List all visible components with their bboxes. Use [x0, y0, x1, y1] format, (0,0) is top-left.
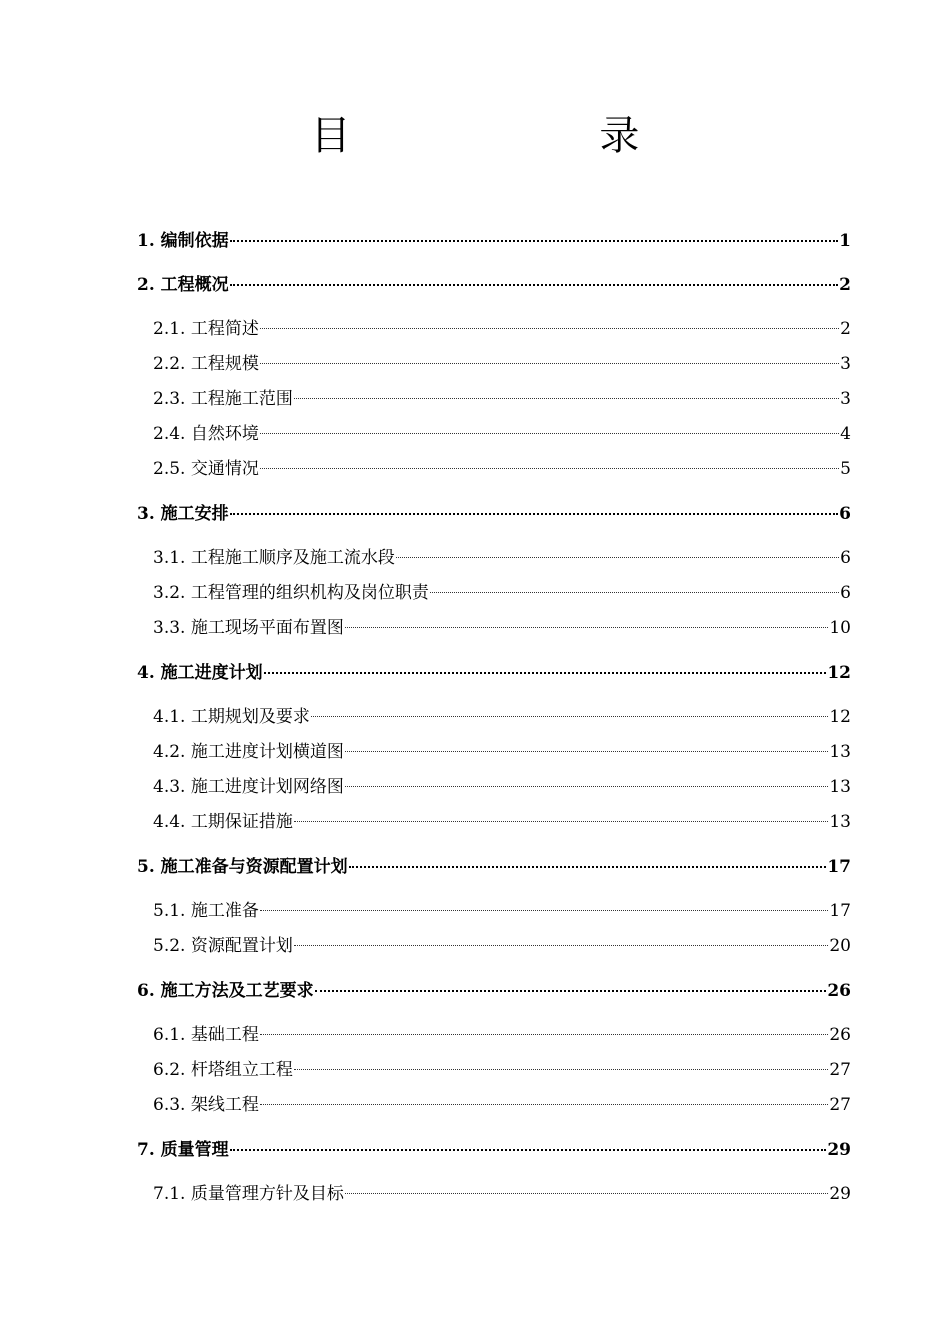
toc-entry-chapter[interactable] — [137, 979, 851, 1003]
toc-dot-leader — [260, 431, 839, 434]
toc-dot-leader — [260, 1032, 829, 1035]
toc-entry-label: 5.2. 资源配置计划 — [153, 936, 293, 956]
toc-dot-leader — [349, 864, 827, 868]
toc-entry-page-number: 17 — [827, 857, 851, 877]
toc-entry-section[interactable] — [153, 387, 851, 411]
toc-entry-label: 4.2. 施工进度计划横道图 — [153, 742, 344, 762]
toc-dot-leader — [230, 1147, 827, 1151]
toc-entry-section[interactable] — [153, 1182, 851, 1206]
toc-entry-page-number: 29 — [829, 1184, 851, 1204]
toc-entry-page-number: 4 — [840, 424, 851, 444]
toc-dot-leader — [315, 988, 827, 992]
toc-entry-page-number: 29 — [827, 1140, 851, 1160]
toc-entry-page-number: 26 — [827, 981, 851, 1001]
toc-entry-chapter[interactable] — [137, 273, 851, 297]
toc-dot-leader — [264, 670, 827, 674]
toc-dot-leader — [260, 466, 839, 469]
toc-dot-leader — [396, 555, 839, 558]
toc-entry-label: 3. 施工安排 — [137, 504, 229, 524]
toc-entry-section[interactable] — [153, 317, 851, 341]
toc-entry-label: 6.2. 杆塔组立工程 — [153, 1060, 293, 1080]
toc-entry-label: 3.3. 施工现场平面布置图 — [153, 618, 344, 638]
toc-entry-page-number: 13 — [829, 812, 851, 832]
toc-entry-label: 4. 施工进度计划 — [137, 663, 263, 683]
toc-entry-label: 4.3. 施工进度计划网络图 — [153, 777, 344, 797]
toc-entry-page-number: 5 — [840, 459, 851, 479]
toc-dot-leader — [260, 326, 839, 329]
toc-entry-label: 5.1. 施工准备 — [153, 901, 259, 921]
toc-entry-page-number: 27 — [829, 1060, 851, 1080]
toc-dot-leader — [430, 590, 839, 593]
toc-entry-page-number: 6 — [840, 583, 851, 603]
toc-entry-chapter[interactable] — [137, 855, 851, 879]
toc-entry-section[interactable] — [153, 422, 851, 446]
toc-entry-page-number: 2 — [840, 319, 851, 339]
toc-entry-label: 3.2. 工程管理的组织机构及岗位职责 — [153, 583, 429, 603]
toc-entry-section[interactable] — [153, 775, 851, 799]
toc-entry-label: 2.5. 交通情况 — [153, 459, 259, 479]
toc-dot-leader — [294, 396, 839, 399]
toc-entry-section[interactable] — [153, 810, 851, 834]
toc-dot-leader — [345, 784, 829, 787]
toc-entry-page-number: 10 — [829, 618, 851, 638]
toc-entry-label: 3.1. 工程施工顺序及施工流水段 — [153, 548, 395, 568]
toc-entry-label: 6. 施工方法及工艺要求 — [137, 981, 314, 1001]
toc-entry-page-number: 3 — [840, 354, 851, 374]
toc-entry-label: 6.1. 基础工程 — [153, 1025, 259, 1045]
toc-entry-section[interactable] — [153, 616, 851, 640]
toc-entry-chapter[interactable] — [137, 661, 851, 685]
toc-entry-page-number: 13 — [829, 777, 851, 797]
toc-entry-page-number: 12 — [829, 707, 851, 727]
toc-dot-leader — [345, 1191, 829, 1194]
toc-entry-section[interactable] — [153, 581, 851, 605]
toc-entry-label: 7.1. 质量管理方针及目标 — [153, 1184, 344, 1204]
toc-entry-section[interactable] — [153, 1058, 851, 1082]
toc-entry-label: 5. 施工准备与资源配置计划 — [137, 857, 348, 877]
toc-dot-leader — [311, 714, 829, 717]
toc-entry-label: 7. 质量管理 — [137, 1140, 229, 1160]
toc-dot-leader — [230, 238, 838, 242]
toc-entry-page-number: 1 — [839, 231, 851, 251]
toc-dot-leader — [260, 908, 829, 911]
toc-entry-page-number: 2 — [839, 275, 851, 295]
toc-entry-page-number: 20 — [829, 936, 851, 956]
toc-entry-page-number: 27 — [829, 1095, 851, 1115]
toc-entry-section[interactable] — [153, 352, 851, 376]
toc-entry-section[interactable] — [153, 705, 851, 729]
toc-entry-label: 4.4. 工期保证措施 — [153, 812, 293, 832]
toc-entry-page-number: 17 — [829, 901, 851, 921]
toc-entry-section[interactable] — [153, 457, 851, 481]
toc-dot-leader — [230, 511, 838, 515]
toc-entry-page-number: 3 — [840, 389, 851, 409]
toc-dot-leader — [345, 749, 829, 752]
toc-entry-label: 1. 编制依据 — [137, 231, 229, 251]
toc-entry-label: 2.1. 工程简述 — [153, 319, 259, 339]
page-title: 目 录 — [310, 113, 758, 159]
toc-dot-leader — [260, 361, 839, 364]
toc-dot-leader — [260, 1102, 829, 1105]
toc-entry-page-number: 12 — [827, 663, 851, 683]
toc-entry-section[interactable] — [153, 1093, 851, 1117]
toc-entry-label: 2.4. 自然环境 — [153, 424, 259, 444]
toc-entry-chapter[interactable] — [137, 229, 851, 253]
toc-dot-leader — [345, 625, 829, 628]
toc-entry-page-number: 13 — [829, 742, 851, 762]
toc-dot-leader — [294, 1067, 829, 1070]
toc-entry-chapter[interactable] — [137, 1138, 851, 1162]
toc-entry-section[interactable] — [153, 899, 851, 923]
toc-entry-chapter[interactable] — [137, 502, 851, 526]
toc-entry-label: 2.2. 工程规模 — [153, 354, 259, 374]
toc-entry-section[interactable] — [153, 934, 851, 958]
toc-entry-page-number: 6 — [840, 548, 851, 568]
toc-dot-leader — [230, 282, 838, 286]
toc-dot-leader — [294, 943, 829, 946]
toc-entry-label: 2.3. 工程施工范围 — [153, 389, 293, 409]
toc-entry-section[interactable] — [153, 740, 851, 764]
toc-entry-label: 6.3. 架线工程 — [153, 1095, 259, 1115]
toc-entry-label: 2. 工程概况 — [137, 275, 229, 295]
toc-dot-leader — [294, 819, 829, 822]
toc-entry-label: 4.1. 工期规划及要求 — [153, 707, 310, 727]
toc-entry-page-number: 26 — [829, 1025, 851, 1045]
toc-entry-section[interactable] — [153, 546, 851, 570]
toc-entry-section[interactable] — [153, 1023, 851, 1047]
toc-entry-page-number: 6 — [839, 504, 851, 524]
